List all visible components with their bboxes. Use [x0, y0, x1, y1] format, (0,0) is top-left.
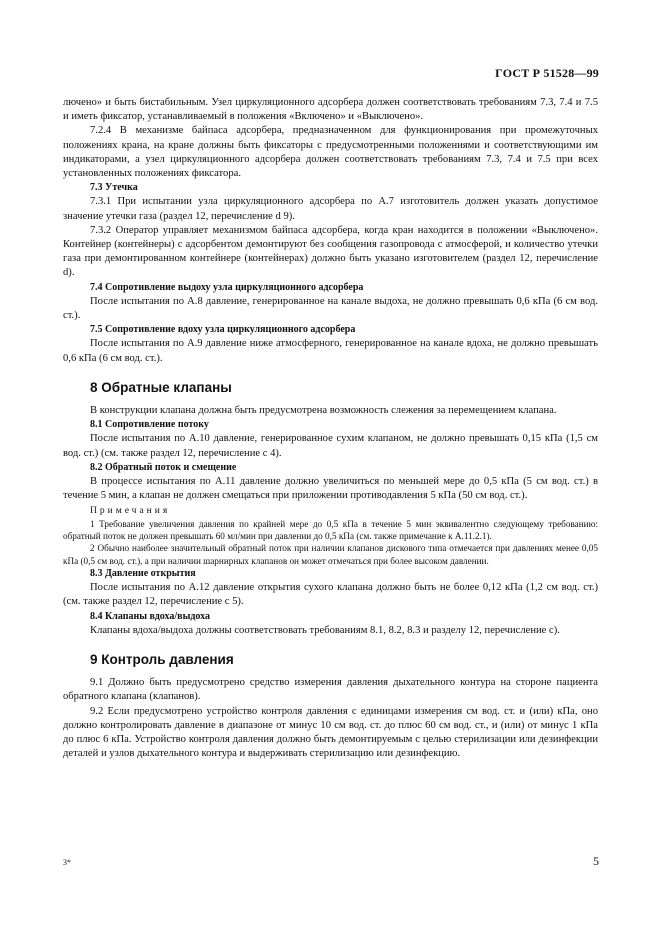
- section-heading: 9 Контроль давления: [90, 651, 234, 667]
- sheet-mark: 3*: [63, 858, 71, 867]
- subsection-title: 7.3 Утечка: [90, 182, 138, 194]
- paragraph: 9.2 Если предусмотрено устройство контроля давления с единицами измерения см вод. ст. и (или) кПа, оно должно контролировать давление в диапазоне от минус 10 см вод. ст. до плюс 60 см вод. ст., и (или) от минус 1 кПа до плюс 6 кПа. Устройство контроля давления должно быть демонтируемым с целью стерилизации или дезинфекции деталей и узлов дыхательного контура и выдерживать стерилизацию или дезинфекцию.: [63, 705, 598, 760]
- paragraph: 7.2.4 В механизме байпаса адсорбера, предназначенном для функционирования при промежуточных положениях крана, на кране должны быть фиксаторы с предусмотренными положениями и соответствующими им индикаторами, а узел циркуляционного адсорбера должен соответствовать требованиям 7.3, 7.4 и 7.5 при всех установленных положениях фиксатора.: [63, 125, 598, 180]
- subsection-title: 8.2 Обратный поток и смещение: [90, 461, 237, 473]
- section-heading: 8 Обратные клапаны: [90, 379, 232, 395]
- paragraph: После испытания по А.12 давление открытия сухого клапана должно быть не более 0,12 кПа (1,2 см вод. ст.) (см. также раздел 12, перечисление c 5).: [63, 582, 598, 608]
- note: 1 Требование увеличения давления по крайней мере до 0,5 кПа в течение 5 мин эквивалентно следующему требованию: обратный поток не должен превышать 60 мл/мин при давлении до 0,5 кПа (см. также примечание к А.11.2.1).: [63, 518, 598, 542]
- subsection-title: 7.5 Сопротивление вдоху узла циркуляционного адсорбера: [90, 324, 356, 336]
- paragraph: 9.1 Должно быть предусмотрено средство измерения давления дыхательного контура на стороне пациента обратного клапана (клапанов).: [63, 677, 598, 703]
- paragraph: 7.3.2 Оператор управляет механизмом байпаса адсорбера, когда кран находится в положении «Выключено». Контейнер (контейнеры) с адсорбентом демонтируют без сообщения газопровода с атмосферой, и количество утечки газа при демонтированном контейнере (контейнерах) должно быть указано изготовителем (раздел 12, перечисление d).: [63, 224, 598, 279]
- paragraph: 7.3.1 При испытании узла циркуляционного адсорбера по А.7 изготовитель должен указать допустимое значение утечки газа (раздел 12, перечисление d 9).: [63, 196, 598, 222]
- subsection-title: 8.1 Сопротивление потоку: [90, 419, 209, 431]
- paragraph: В процессе испытания по А.11 давление должно увеличиться по меньшей мере до 0,5 кПа (5 см вод. ст.) в течение 5 мин, а клапан не должен смещаться при приложении противодавления 5 кПа (50 см вод. ст.).: [63, 476, 598, 502]
- subsection-title: 8.3 Давление открытия: [90, 567, 196, 579]
- paragraph: После испытания по А.8 давление, генерированное на канале выдоха, не должно превышать 0,6 кПа (6 см вод. ст.).: [63, 295, 598, 322]
- paragraph: Клапаны вдоха/выдоха должны соответствовать требованиям 8.1, 8.2, 8.3 и разделу 12, перечисление c).: [90, 624, 560, 636]
- subsection-title: 8.4 Клапаны вдоха/выдоха: [90, 610, 211, 622]
- paragraph: После испытания по А.9 давление ниже атмосферного, генерированное на канале вдоха, не должно превышать 0,6 кПа (6 см вод. ст.).: [63, 338, 598, 364]
- standard-header: ГОСТ Р 51528—99: [495, 66, 599, 80]
- document-body: [63, 96, 598, 761]
- subsection-title: 7.4 Сопротивление выдоху узла циркуляционного адсорбера: [90, 281, 364, 293]
- note: 2 Обычно наиболее значительный обратный поток при наличии клапанов дискового типа отмечается при давлениях менее 0,05 кПа (0,5 см вод. ст.), а при наличии шарнирных клапанов он может отмечаться при более высоком давлении.: [63, 543, 598, 566]
- paragraph: В конструкции клапана должна быть предусмотрена возможность слежения за перемещением клапана.: [90, 405, 557, 417]
- notes-title: Примечания: [90, 506, 171, 517]
- paragraph: лючено» и быть бистабильным. Узел циркуляционного адсорбера должен соответствовать требованиям 7.3, 7.4 и 7.5 и иметь фиксатор, устанавливаемый в положения «Включено» и «Выключено».: [63, 97, 598, 123]
- page-number: 5: [593, 854, 599, 868]
- paragraph: После испытания по А.10 давление, генерированное сухим клапаном, не должно превышать 0,15 кПа (1,5 см вод. ст.) (см. также раздел 12, перечисление c 4).: [63, 433, 598, 459]
